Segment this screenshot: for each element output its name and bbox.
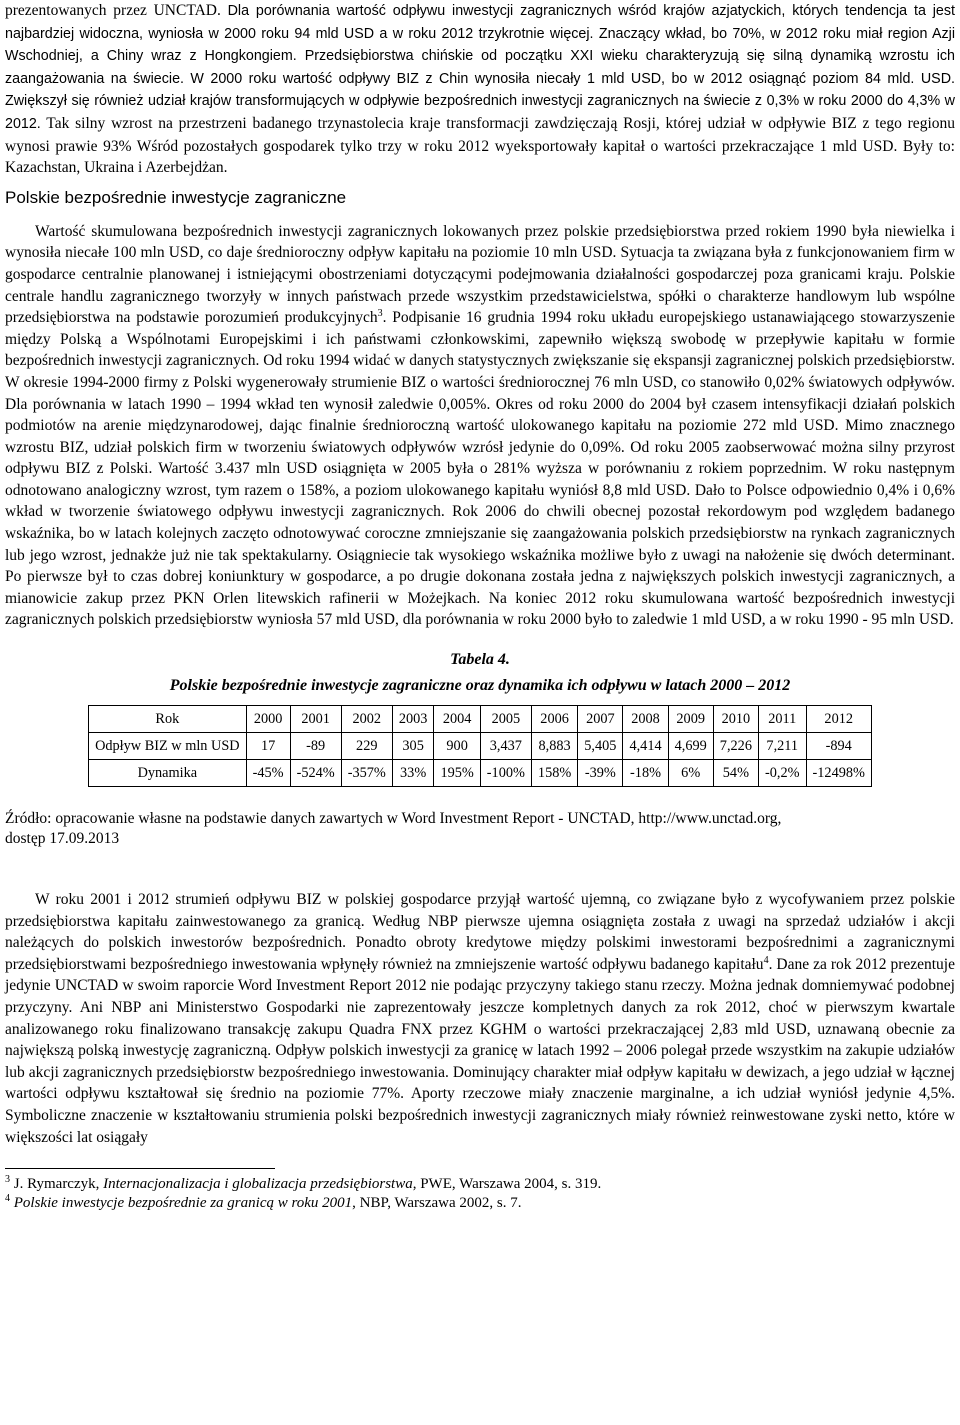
table-cell: 6% — [668, 760, 713, 787]
footnote-text: , NBP, Warszawa 2002, s. 7. — [352, 1195, 522, 1212]
year-cell: 2001 — [290, 706, 341, 733]
year-cell: 2003 — [392, 706, 434, 733]
year-cell: 2010 — [713, 706, 758, 733]
table-cell: 33% — [392, 760, 434, 787]
footnote-title: Internacjonalizacja i globalizacja przedsiębiorstwa — [103, 1176, 413, 1193]
table-caption: Polskie bezpośrednie inwestycje zagraniczne oraz dynamika ich odpływu w latach 2000 – 2012 — [169, 677, 791, 695]
table-cell: 900 — [434, 733, 480, 760]
intro-lead: prezentowanych przez UNCTAD. — [5, 2, 228, 19]
year-cell: 2000 — [246, 706, 290, 733]
main-paragraph-part2: . Podpisanie 16 grudnia 1994 roku układu europejskiego ustanawiającego stowarzyszenie między Polską a Wspólnotami Europejskimi i ich państwami członkowskimi, zapewniło większą swobodę w przepływie kapitału w formie bezpośrednich inwestycji zagranicznych. Od roku 1994 widać w danych statystycznych zwiększanie się ekspansji zagranicznej polskich przedsiębiorstw. W okresie 1994-2000 firmy z Polski wygenerowały strumienie BIZ o wartości średniorocznej 76 mln USD, co stanowiło 0,02% światowych odpływów. Dla porównania w latach 1990 – 1994 wkład ten wynosił zaledwie 0,005%. Okres od roku 2000 do 2004 był czasem intensyfikacji działań polskich podmiotów na arenie międzynarodowej, dając finalnie średnioroczną wartość ulokowanego kapitału na poziomie 272 mld USD. Mimo znacznego wzrostu BIZ, udział polskich firm w tworzeniu światowych odpływów wzrósł jedynie do 0,09%. Od roku 2005 zaobserwować można silny przyrost odpływu BIZ z Polski. Wartość 3.437 mln USD osiągnięta w 2005 była o 281% wyższa w porównaniu z rokiem poprzednim. W roku następnym odnotowano analogiczny wzrost, tym razem o 158%, a poziom ulokowanego kapitału wyniósł 8,8 mld USD. Dało to Polsce odpowiednio 0,4% i 0,6% wkład w tworzenie światowego odpływu inwestycji zagranicznych. Rok 2006 do chwili obecnej pozostał rekordowym pod względem badanego wskaźnika, bo w latach kolejnych zaczęto odnotowywać coroczne zmniejszanie się zaangażowania polskich przedsiębiorstw na rynkach zagranicznych lub jego wzrost, jednakże już nie tak spektakularny. Osiągniecie tak wysokiego wskaźnika możliwe było z uwagi na nałożenie się dwóch determinant. Po pierwsze był to czas dobrej koniunktury w gospodarce, a po drugie dokonana została jedna z największych polskich inwestycji zagranicznych, a mianowicie zakup przez PKN Orlen litewskich rafinerii w Możejkach. Na koniec 2012 roku skumulowana wartość bezpośrednich inwestycji zagranicznych polskich przedsiębiorstw wyniosła 57 mld USD, dla porównania w roku 2000 było to zaledwie 1 mld USD, a w roku 1990 - 95 mln USD. — [5, 309, 955, 629]
year-cell: 2011 — [758, 706, 806, 733]
table-cell: -39% — [578, 760, 623, 787]
second-paragraph — [5, 889, 955, 1148]
table-row — [89, 733, 872, 760]
table-cell: 305 — [392, 733, 434, 760]
footnote-title: Polskie inwestycje bezpośrednie za granicą w roku 2001 — [13, 1195, 353, 1212]
table-cell: -0,2% — [758, 760, 806, 787]
footnote-divider — [5, 1168, 275, 1169]
fdi-table — [88, 705, 872, 787]
footnote-number: 3 — [5, 1174, 10, 1186]
year-cell: 2002 — [341, 706, 392, 733]
footnote-ref-3[interactable]: 3 — [377, 307, 383, 319]
footnote-ref-4[interactable]: 4 — [763, 954, 769, 966]
table-cell: -12498% — [806, 760, 871, 787]
intro-serif-text: Tak silny wzrost na przestrzeni badanego trzynastolecia kraje transformacji zawdzięczają Rosji, której udział w odpływie BIZ z tego regionu wynosi prawie 93% Wśród pozostałych gospodarek tylko trzy w roku 2012 wyeksportowały kapitał o wartości przekraczające 1 mld USD. Były to: Kazachstan, Ukraina i Azerbejdżan. — [5, 114, 955, 177]
year-cell: 2005 — [480, 706, 531, 733]
year-cell: 2012 — [806, 706, 871, 733]
year-cell: 2004 — [434, 706, 480, 733]
footnote-text: J. Rymarczyk, — [10, 1176, 104, 1193]
row-label: Dynamika — [89, 760, 247, 787]
table-cell: 4,414 — [623, 733, 668, 760]
table-row — [89, 760, 872, 787]
table-cell: 3,437 — [480, 733, 531, 760]
table-cell: -89 — [290, 733, 341, 760]
table-cell: 229 — [341, 733, 392, 760]
table-cell: -357% — [341, 760, 392, 787]
year-cell: 2007 — [578, 706, 623, 733]
footnote-text: , PWE, Warszawa 2004, s. 319. — [412, 1176, 602, 1193]
table-cell: -18% — [623, 760, 668, 787]
table-header-label: Rok — [89, 706, 247, 733]
second-paragraph-part1: W roku 2001 i 2012 strumień odpływu BIZ w polskiej gospodarce przyjął wartość ujemną, co związane było z wycofywaniem przez polskie przedsiębiorstwa kapitału zainwestowanego za granicą. Według NBP pierwsze ujemna osiągnięta została z uwagi na sprzedaż udziałów i akcji należących do polskich inwestorów bezpośrednich. Ponadto obroty kredytowe między polskimi inwestorami bezpośrednimi a zagranicznymi przedsiębiorstwami bezpośredniego inwestowania wpłynęły również na zmniejszenie wartość odpływu badanego kapitału — [5, 891, 955, 973]
main-paragraph — [5, 221, 955, 631]
table-cell: 5,405 — [578, 733, 623, 760]
footnote-3 — [5, 1175, 955, 1194]
table-cell: 7,226 — [713, 733, 758, 760]
table-cell: -100% — [480, 760, 531, 787]
section-heading: Polskie bezpośrednie inwestycje zagraniczne — [5, 187, 347, 207]
table-cell: 158% — [531, 760, 577, 787]
table-cell: 17 — [246, 733, 290, 760]
second-paragraph-part2: . Dane za rok 2012 prezentuje jedynie UNCTAD w swoim raporcie Word Investment Report 2012 nie podając przyczyny takiego stanu rzeczy. Można jednak domniemywać podobnej przyczyny. Ani NBP ani Ministerstwo Gospodarki nie zaprezentowały jeszcze kompletnych danych za rok 2012, choć w pierwszym kwartale analizowanego roku finalizowano transakcję zakupu Quadra FNX przez KGHM o wartości przekraczającej 2,83 mld USD, uznawaną obecnie za największą polską inwestycję zagraniczną. Odpływ polskich inwestycji za granicę w latach 1992 – 2006 polegał przede wszystkim na zakupie udziałów lub akcji zagranicznych przedsiębiorstw bezpośredniego inwestowania. Dominujący charakter miał odpływ kapitału w dewizach, a jego udział w łącznej wartości odpływu kształtował się średnio na poziomie 77%. Aporty rzeczowe miały znaczenie marginalne, a ich udział wyniósł jedynie 4,5%. Symboliczne znaczenie w kształtowaniu strumienia polski bezpośrednich inwestycji zagranicznych miały również reinwestowane zyski netto, które w większości lat osiągały — [5, 955, 955, 1146]
year-cell: 2006 — [531, 706, 577, 733]
footnote-number: 4 — [5, 1193, 10, 1205]
table-label: Tabela 4. — [450, 651, 510, 669]
table-cell: -45% — [246, 760, 290, 787]
table-cell: 4,699 — [668, 733, 713, 760]
row-label: Odpływ BIZ w mln USD — [89, 733, 247, 760]
footnote-4 — [5, 1194, 955, 1213]
table-cell: -894 — [806, 733, 871, 760]
table-header-row — [89, 706, 872, 733]
table-cell: 8,883 — [531, 733, 577, 760]
table-cell: 195% — [434, 760, 480, 787]
table-cell: 7,211 — [758, 733, 806, 760]
year-cell: 2009 — [668, 706, 713, 733]
source-note: Źródło: opracowanie własne na podstawie danych zawartych w Word Investment Report - UNCTAD, http://www.unctad.org, dostęp 17.09.2013 — [5, 810, 782, 848]
table-cell: 54% — [713, 760, 758, 787]
intro-paragraph — [5, 0, 955, 179]
intro-sans-text: Dla porównania wartość odpływu inwestycji zagranicznych wśród krajów azjatyckich, których tendencja ta jest najbardziej widoczna, wyniosła w 2000 roku 94 mld USD a w roku 2012 trzykrotnie więcej. Znaczący wkład, bo 70%, w 2012 roku miał region Azji Wschodniej, a Chiny wraz z Hongkongiem. Przedsiębiorstwa chińskie od początku XXI wieku charakteryzują się silną dynamiką wzrostu ich zaangażowania na świecie. W 2000 roku wartość odpływy BIZ z Chin wynosiła niecały 1 mld USD, bo w 2012 osiągnąć poziom 84 mld. USD. Zwiększył się również udział krajów transformujących w odpływie bezpośrednich inwestycji zagranicznych na świecie z 0,3% w roku 2000 do 4,3% w 2012. — [5, 3, 955, 132]
year-cell: 2008 — [623, 706, 668, 733]
main-paragraph-part1: Wartość skumulowana bezpośrednich inwestycji zagranicznych lokowanych przez polskie przedsiębiorstwa przed rokiem 1990 była niewielka i wynosiła niecałe 100 mln USD, co daje średnioroczny odpływ kapitału na poziomie 10 mln USD. Sytuacja ta związana była z funkcjonowaniem firm w gospodarce centralnie planowanej i istniejącymi obostrzeniami dotyczącymi podejmowania działalności gospodarczej poza granicami kraju. Polskie centrale handlu zagranicznego tworzyły w innych państwach przede wszystkim przedstawicielstwa, spółki o charakterze handlowym lub wspólne przedsiębiorstwa na podstawie porozumień produkcyjnych — [5, 222, 955, 327]
table-cell: -524% — [290, 760, 341, 787]
